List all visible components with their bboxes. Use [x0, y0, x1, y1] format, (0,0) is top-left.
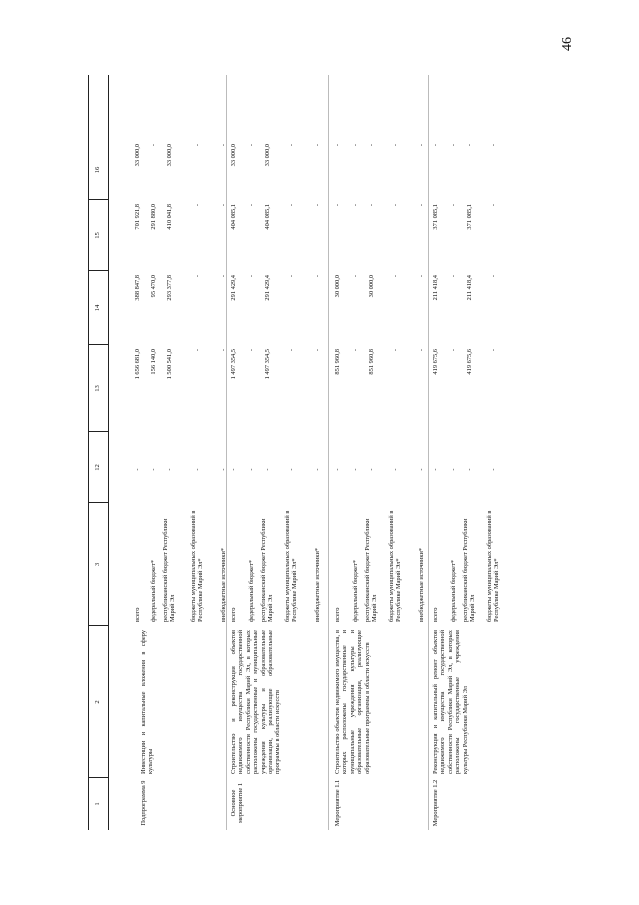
value-c16-3-1: -: [450, 144, 457, 147]
value-c15-3-1: -: [450, 204, 457, 207]
value-c16-0-0: 33 000,0: [134, 144, 141, 167]
value-c12-0-1: -: [150, 468, 157, 471]
value-c13-0-0: 1 656 681,0: [134, 349, 141, 380]
value-c13-2-4: -: [418, 349, 425, 352]
value-c13-2-3: -: [392, 349, 399, 352]
section-label-1: Основное мероприятие 1: [230, 782, 245, 824]
page-number: 46: [560, 37, 575, 51]
value-c13-2-2: 851 960,8: [368, 349, 375, 375]
value-c14-1-2: 291 429,4: [264, 275, 271, 301]
value-c14-0-4: -: [220, 275, 227, 278]
value-c15-0-0: 701 921,8: [134, 204, 141, 230]
value-c12-1-2: -: [264, 468, 271, 471]
value-c15-1-2: 404 085,1: [264, 204, 271, 230]
value-c15-2-4: -: [418, 204, 425, 207]
value-c12-0-0: -: [134, 468, 141, 471]
value-c14-2-2: 30 000,0: [368, 275, 375, 298]
funding-source-0-0: всего: [134, 607, 141, 622]
value-c15-1-1: -: [248, 204, 255, 207]
section-desc-0: Инвестиции и капитальные вложения в сферу культуры: [140, 630, 155, 774]
value-c13-1-1: -: [248, 349, 255, 352]
funding-source-0-4: внебюджетные источники*: [220, 547, 227, 622]
value-c16-0-3: -: [194, 144, 201, 147]
value-c16-1-3: -: [288, 144, 295, 147]
value-c12-3-1: -: [450, 468, 457, 471]
funding-source-1-2: республиканский бюджет Республики Марий Эл: [260, 518, 275, 622]
value-c14-3-3: -: [490, 275, 497, 278]
funding-source-2-3: бюджеты муниципальных образований в Республике Марий Эл*: [388, 510, 403, 622]
funding-source-0-2: республиканский бюджет Республики Марий Эл: [162, 518, 177, 622]
value-c12-2-1: -: [352, 468, 359, 471]
value-c15-0-1: 291 880,0: [150, 204, 157, 230]
section-desc-1: Строительство и реконструкция объектов недвижимого имущества государственной собственности Республики Марий Эл, в которых расположены государственные и муниципальные учреждения культуры и образовательные организации, реализующие образовательные программы в области искусств: [230, 630, 282, 774]
section-label-2: Мероприятие 1.1: [334, 779, 341, 827]
value-c16-1-2: 33 000,0: [264, 144, 271, 167]
col-line-1: [88, 777, 108, 778]
header-col-15: 15: [94, 232, 101, 239]
value-c14-3-1: -: [450, 275, 457, 278]
col-line-6: [88, 270, 108, 271]
value-c12-0-3: -: [194, 468, 201, 471]
value-c14-2-3: -: [392, 275, 399, 278]
value-c14-1-3: -: [288, 275, 295, 278]
header-col-16: 16: [94, 166, 101, 174]
value-c16-1-4: -: [314, 144, 321, 147]
value-c16-1-1: -: [248, 144, 255, 147]
section-label-3: Мероприятие 1.2: [432, 779, 439, 827]
section-desc-2: Строительство объектов недвижимого имущества, в которых расположены государственные и муниципальные учреждения культуры и образовательные организации, реализующие образовательные программы в области искусств: [334, 630, 371, 774]
funding-source-2-0: всего: [334, 607, 341, 622]
budget-table: [80, 50, 620, 830]
value-c13-0-3: -: [194, 349, 201, 352]
header-col-12: 12: [94, 464, 101, 471]
section-separator-0: [226, 75, 227, 830]
header-col-2: 2: [94, 700, 101, 704]
value-c16-2-3: -: [392, 144, 399, 147]
col-line-4: [88, 431, 108, 432]
value-c12-2-2: -: [368, 468, 375, 471]
funding-source-0-1: федеральный бюджет*: [150, 559, 157, 622]
funding-source-2-1: федеральный бюджет*: [352, 559, 359, 622]
section-label-0: Подпрограмма 9: [140, 780, 147, 826]
funding-source-3-1: федеральный бюджет*: [450, 559, 457, 622]
funding-source-2-2: республиканский бюджет Республики Марий Эл: [364, 518, 379, 622]
value-c12-1-0: -: [230, 468, 237, 471]
value-c15-0-2: 410 041,8: [166, 204, 173, 230]
header-col-14: 14: [94, 304, 101, 312]
value-c13-0-4: -: [220, 349, 227, 352]
value-c12-2-4: -: [418, 468, 425, 471]
value-c15-0-3: -: [194, 204, 201, 207]
header-top-line: [88, 75, 89, 830]
value-c12-2-3: -: [392, 468, 399, 471]
col-line-3: [88, 502, 108, 503]
value-c14-0-2: 293 377,8: [166, 275, 173, 301]
value-c16-0-1: -: [150, 144, 157, 147]
value-c13-1-4: -: [314, 349, 321, 352]
value-c16-3-2: -: [466, 144, 473, 147]
header-col-3: 3: [94, 562, 101, 567]
value-c13-3-0: 419 675,6: [432, 349, 439, 375]
value-c15-1-0: 404 085,1: [230, 204, 237, 230]
value-c16-3-3: -: [490, 144, 497, 147]
value-c12-3-0: -: [432, 468, 439, 471]
value-c14-3-2: 211 418,4: [466, 275, 473, 301]
value-c14-1-0: 291 429,4: [230, 275, 237, 301]
value-c12-0-2: -: [166, 468, 173, 471]
value-c14-0-0: 388 847,8: [134, 275, 141, 301]
funding-source-1-0: всего: [230, 607, 237, 622]
funding-source-1-3: бюджеты муниципальных образований в Республике Марий Эл*: [284, 510, 299, 622]
value-c16-0-4: -: [220, 144, 227, 147]
value-c15-3-0: 371 085,1: [432, 204, 439, 230]
header-bottom-line: [108, 75, 109, 830]
value-c12-1-3: -: [288, 468, 295, 471]
funding-source-3-0: всего: [432, 607, 439, 622]
value-c15-1-4: -: [314, 204, 321, 207]
value-c12-0-4: -: [220, 468, 227, 471]
funding-source-2-4: внебюджетные источники*: [418, 547, 425, 622]
funding-source-1-1: федеральный бюджет*: [248, 559, 255, 622]
header-col-13: 13: [94, 385, 101, 392]
value-c16-0-2: 33 000,0: [166, 144, 173, 167]
section-desc-3: Реконструкция и капитальный ремонт объектов недвижимого имущества государственной собственности Республики Марий Эл, в которых расположены государственные учреждения культуры Республики Марий Эл: [432, 630, 469, 774]
value-c15-2-1: -: [352, 204, 359, 207]
value-c13-0-2: 1 500 541,0: [166, 349, 173, 380]
value-c13-2-0: 851 960,8: [334, 349, 341, 375]
value-c15-1-3: -: [288, 204, 295, 207]
value-c12-3-3: -: [490, 468, 497, 471]
value-c14-2-0: 30 000,0: [334, 275, 341, 298]
funding-source-3-2: республиканский бюджет Республики Марий Эл: [462, 518, 477, 622]
value-c16-2-1: -: [352, 144, 359, 147]
value-c12-2-0: -: [334, 468, 341, 471]
value-c13-1-0: 1 497 354,5: [230, 349, 237, 380]
col-line-7: [88, 199, 108, 200]
value-c14-2-1: -: [352, 275, 359, 278]
value-c14-1-4: -: [314, 275, 321, 278]
funding-source-1-4: внебюджетные источники*: [314, 547, 321, 622]
value-c14-0-1: 95 470,0: [150, 275, 157, 298]
funding-source-0-3: бюджеты муниципальных образований в Республике Марий Эл*: [190, 510, 205, 622]
value-c16-3-0: -: [432, 144, 439, 147]
value-c16-2-0: -: [334, 144, 341, 147]
section-separator-1: [328, 75, 329, 830]
value-c14-1-1: -: [248, 275, 255, 278]
value-c16-1-0: 33 000,0: [230, 144, 237, 167]
value-c13-3-2: 419 675,6: [466, 349, 473, 375]
value-c14-0-3: -: [194, 275, 201, 278]
value-c14-3-0: 211 418,4: [432, 275, 439, 301]
header-col-1: 1: [94, 802, 101, 806]
value-c15-2-0: -: [334, 204, 341, 207]
value-c12-1-4: -: [314, 468, 321, 471]
value-c15-3-2: 371 085,1: [466, 204, 473, 230]
value-c12-3-2: -: [466, 468, 473, 471]
value-c15-2-3: -: [392, 204, 399, 207]
value-c13-1-3: -: [288, 349, 295, 352]
value-c15-3-3: -: [490, 204, 497, 207]
col-line-2: [88, 625, 108, 626]
value-c15-2-2: -: [368, 204, 375, 207]
value-c12-1-1: -: [248, 468, 255, 471]
value-c13-3-1: -: [450, 349, 457, 352]
value-c16-2-2: -: [368, 144, 375, 147]
col-line-5: [88, 344, 108, 345]
value-c13-0-1: 156 140,0: [150, 349, 157, 375]
section-separator-2: [428, 75, 429, 830]
value-c13-3-3: -: [490, 349, 497, 352]
value-c14-2-4: -: [418, 275, 425, 278]
value-c13-1-2: 1 497 354,5: [264, 349, 271, 380]
funding-source-3-3: бюджеты муниципальных образований в Республике Марий Эл*: [486, 510, 501, 622]
value-c13-2-1: -: [352, 349, 359, 352]
value-c16-2-4: -: [418, 144, 425, 147]
value-c15-0-4: -: [220, 204, 227, 207]
